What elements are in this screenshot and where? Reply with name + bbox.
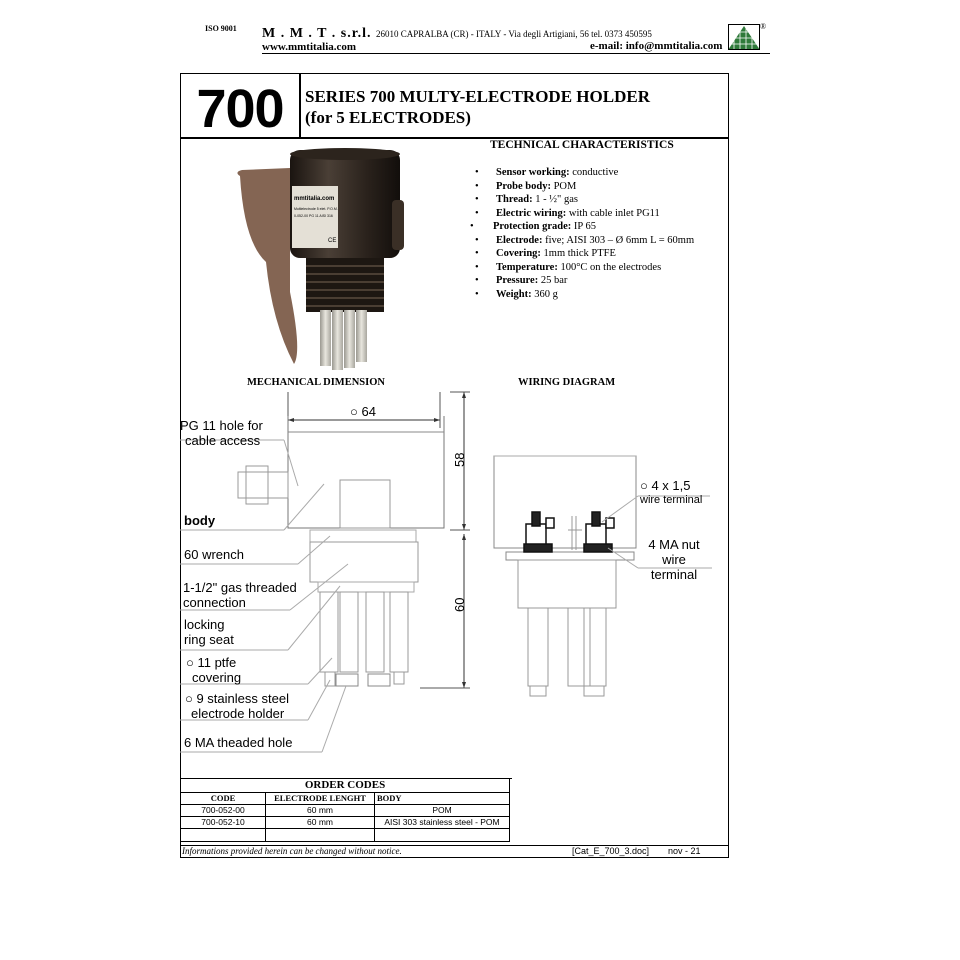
wiring-terminal-1: ○ 4 x 1,5 wire terminal: [640, 478, 703, 506]
technical-heading: TECHNICAL CHARACTERISTICS: [490, 139, 674, 151]
spec-body: • Probe body: POM: [470, 180, 694, 194]
company-title: M . M . T . s.r.l.: [262, 26, 372, 41]
label-ptfe: ○ 11 ptfe covering: [186, 655, 242, 685]
product-title: [305, 86, 650, 128]
spec-temperature: • Temperature: 100°C on the electrodes: [470, 261, 694, 275]
photo-label-line2: 0-052-00 PG 11 AISI 316: [294, 214, 333, 218]
series-number: 700: [196, 79, 284, 139]
spec-weight: • Weight: 360 g: [470, 288, 694, 302]
dim-height-60: 60: [452, 597, 467, 612]
label-wrench: 60 wrench: [184, 547, 244, 562]
product-title-line1: SERIES 700 MULTY-ELECTRODE HOLDER: [305, 87, 650, 106]
technical-list: [470, 166, 694, 301]
label-locking-ring: locking ring seat: [184, 617, 234, 647]
order-heading: ORDER CODES: [181, 779, 510, 793]
photo-label-ce: CE: [328, 238, 337, 244]
spec-pressure: • Pressure: 25 bar: [470, 274, 694, 288]
photo-label-site: mmtitalia.com: [294, 196, 335, 202]
label-body: body: [184, 513, 216, 528]
table-row: [181, 829, 510, 842]
registered-mark: ®: [760, 22, 767, 31]
photo-label-line1: Multielectrode 5 elet. P.O.M.: [294, 207, 338, 211]
label-gas-thread: 1-1/2" gas threaded connection: [183, 580, 297, 610]
wiring-heading: WIRING DIAGRAM: [518, 377, 616, 388]
header-rule: [262, 53, 770, 54]
spec-electrode: • Electrode: five; AISI 303 – Ø 6mm L = 60mm: [470, 234, 694, 248]
spec-sensor: • Sensor working: conductive: [470, 166, 694, 180]
label-threaded-hole: 6 MA theaded hole: [184, 735, 293, 750]
order-codes-table: [180, 779, 510, 842]
company-logo: [728, 24, 760, 50]
product-photo: [232, 142, 410, 374]
website-link[interactable]: www.mmtitalia.com: [262, 41, 357, 53]
footer-doc-id: [Cat_E_700_3.doc]: [572, 846, 650, 856]
mechanical-heading: MECHANICAL DIMENSION: [247, 377, 385, 388]
dim-height-58: 58: [452, 452, 467, 467]
email-link[interactable]: e-mail: info@mmtitalia.com: [590, 40, 723, 52]
footer-date: nov - 21: [668, 846, 701, 856]
col-body: BODY: [375, 793, 510, 805]
iso-label: ISO 9001: [205, 24, 237, 33]
product-title-line2: (for 5 ELECTRODES): [305, 108, 471, 127]
col-code: CODE: [181, 793, 266, 805]
spec-thread: • Thread: 1 - ½" gas: [470, 193, 694, 207]
spec-covering: • Covering: 1mm thick PTFE: [470, 247, 694, 261]
label-steel-holder: ○ 9 stainless steel electrode holder: [185, 691, 289, 721]
table-row: 700-052-10 60 mm AISI 303 stainless steel - POM: [181, 817, 510, 829]
spec-protection: • Protection grade: IP 65: [470, 220, 694, 234]
table-row: 700-052-00 60 mm POM: [181, 805, 510, 817]
dim-diameter-64: ○ 64: [350, 404, 376, 419]
footer-disclaimer: Informations provided herein can be changed without notice.: [182, 846, 402, 856]
label-pg11: PG 11 hole for cable access: [180, 418, 263, 448]
wiring-terminal-2: 4 MA nut wire terminal: [648, 537, 700, 582]
col-length: ELECTRODE LENGHT: [266, 793, 375, 805]
title-vdivider: [299, 73, 301, 138]
spec-wiring: • Electric wiring: with cable inlet PG11: [470, 207, 694, 221]
company-address: 26010 CAPRALBA (CR) - ITALY - Via degli Artigiani, 56 tel. 0373 450595: [376, 29, 652, 39]
